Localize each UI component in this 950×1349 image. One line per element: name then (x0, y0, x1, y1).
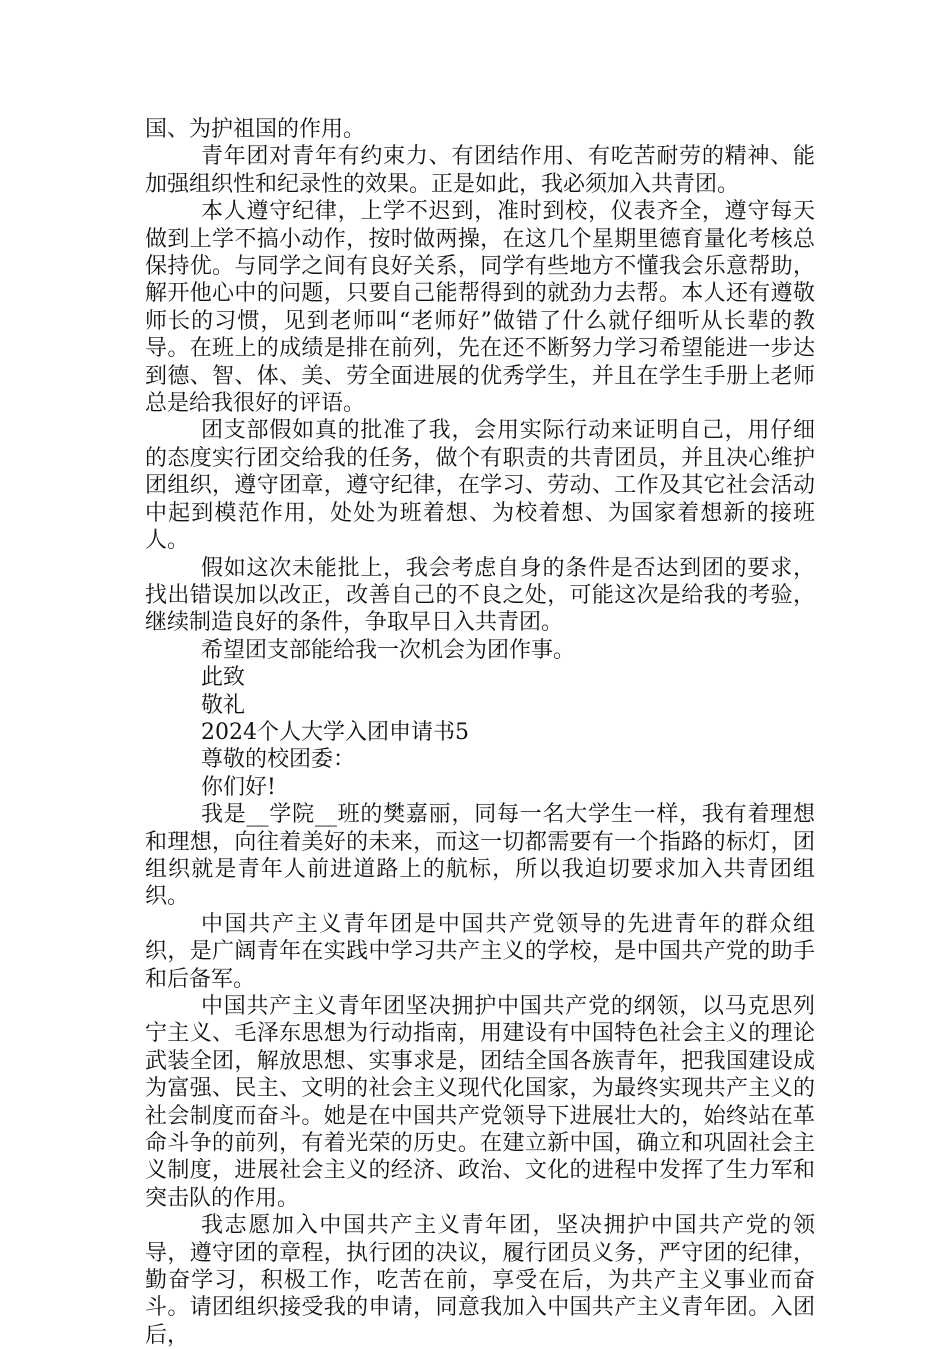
paragraph-self-discipline: 本人遵守纪律，上学不迟到，准时到校，仪表齐全，遵守每天做到上学不搞小动作，按时做两操，在这几个星期里德育量化考核总保持优。与同学之间有良好关系，同学有些地方不懂我会乐意帮助，解开他心中的问题，只要自己能帮得到的就劲力去帮。本人还有遵敬师长的习惯，见到老师叫“老师好”做错了什么就仔细听从长辈的教导。在班上的成绩是排在前列，先在还不断努力学习希望能进一步达到德、智、体、美、劳全面进展的优秀学生，并且在学生手册上老师总是给我很好的评语。 (145, 199, 815, 417)
paragraph-pledge: 我志愿加入中国共产主义青年团，坚决拥护中国共产党的领导，遵守团的章程，执行团的决议，履行团员义务，严守团的纪律，勤奋学习，积极工作，吃苦在前，享受在后，为共产主义事业而奋斗。请团组织接受我的申请，同意我加入中国共产主义青年团。入团后， (145, 1213, 815, 1348)
paragraph-introduction: 我是__学院__班的樊嘉丽，同每一名大学生一样，我有着理想和理想，向往着美好的未来，而这一切都需要有一个指路的标灯，团组织就是青年人前进道路上的航标，所以我迫切要求加入共青团组织。 (145, 802, 815, 910)
paragraph-league-program: 中国共产主义青年团坚决拥护中国共产党的纲领，以马克思列宁主义、毛泽东思想为行动指南，用建设有中国特色社会主义的理论武装全团，解放思想、实事求是，团结全国各族青年，把我国建设成为富强、民主、文明的社会主义现代化国家，为最终实现共产主义的社会制度而奋斗。她是在中国共产党领导下进展壮大的，始终站在革命斗争的前列，有着光荣的历史。在建立新中国，确立和巩固社会主义制度，进展社会主义的经济、政治、文化的进程中发挥了生力军和突击队的作用。 (145, 994, 815, 1211)
section-title: 2024个人大学入团申请书5 (201, 719, 469, 745)
closing-regards: 敬礼 (201, 692, 246, 718)
document-body (145, 116, 815, 1349)
paragraph-hope: 希望团支部能给我一次机会为团作事。 (201, 637, 576, 663)
paragraph-continuation: 国、为护祖国的作用。 (145, 117, 366, 142)
closing-salutation: 此致 (201, 665, 246, 691)
paragraph-league-definition: 中国共产主义青年团是中国共产党领导的先进青年的群众组织，是广阔青年在实践中学习共产主义的学校，是中国共产党的助手和后备军。 (145, 911, 815, 992)
greeting-hello: 你们好! (201, 774, 276, 800)
paragraph-youth-league-effect: 青年团对青年有约束力、有团结作用、有吃苦耐劳的精神、能加强组织性和纪录性的效果。正是如此，我必须加入共青团。 (145, 144, 815, 197)
paragraph-if-approved: 团支部假如真的批准了我，会用实际行动来证明自己，用仔细的态度实行团交给我的任务，做个有职责的共青团员，并且决心维护团组织，遵守团章，遵守纪律，在学习、劳动、工作及其它社会活动中起到模范作用，处处为班着想、为校着想、为国家着想新的接班人。 (145, 418, 815, 554)
paragraph-if-not-approved: 假如这次未能批上，我会考虑自身的条件是否达到团的要求，找出错误加以改正，改善自己的不良之处，可能这次是给我的考验，继续制造良好的条件，争取早日入共青团。 (145, 555, 815, 636)
greeting-recipient: 尊敬的校团委： (201, 747, 356, 773)
